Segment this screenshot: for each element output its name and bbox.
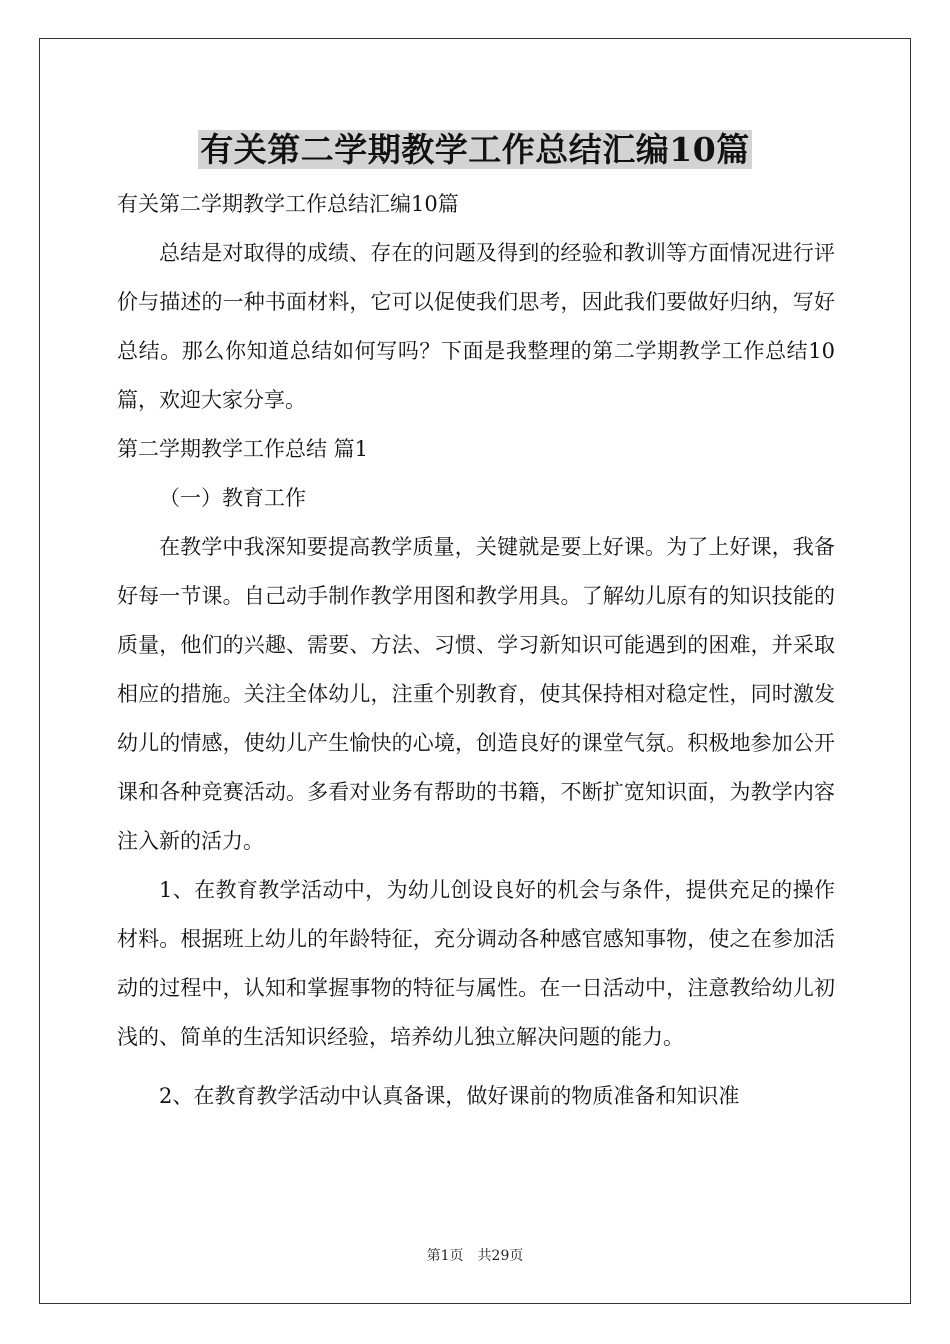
page-footer (0, 1246, 950, 1266)
list-item-paragraph: 2、在教育教学活动中认真备课，做好课前的物质准备和知识准 (159, 1084, 740, 1108)
page-number: 第1页 (426, 1248, 464, 1264)
page-total: 共29页 (477, 1248, 524, 1264)
body-paragraph: 在教学中我深知要提高教学质量，关键就是要上好课。为了上好课，我备好每一节课。自己动手制作教学用图和教学用具。了解幼儿原有的知识技能的质量，他们的兴趣、需要、方法、习惯、学习新知识可能遇到的困难，并采取相应的措施。关注全体幼儿，注重个别教育，使其保持相对稳定性，同时激发幼儿的情感，使幼儿产生愉快的心境，创造良好的课堂气氛。积极地参加公开课和各种竞赛活动。多看对业务有帮助的书籍，不断扩宽知识面，为教学内容注入新的活力。 (117, 535, 835, 853)
document-title (0, 126, 950, 174)
section-heading: 第二学期教学工作总结 篇1 (117, 437, 369, 461)
document-title-text: 有关第二学期教学工作总结汇编10篇 (200, 130, 750, 169)
intro-paragraph: 总结是对取得的成绩、存在的问题及得到的经验和教训等方面情况进行评价与描述的一种书面材料，它可以促使我们思考，因此我们要做好归纳，写好总结。那么你知道总结如何写吗？下面是我整理的第二学期教学工作总结10篇，欢迎大家分享。 (117, 241, 835, 412)
document-body (117, 180, 835, 1121)
subsection-heading: （一）教育工作 (159, 486, 306, 510)
document-subtitle: 有关第二学期教学工作总结汇编10篇 (117, 192, 459, 216)
list-item-paragraph: 1、在教育教学活动中，为幼儿创设良好的机会与条件，提供充足的操作材料。根据班上幼儿的年龄特征，充分调动各种感官感知事物，使之在参加活动的过程中，认知和掌握事物的特征与属性。在一日活动中，注意教给幼儿初浅的、简单的生活知识经验，培养幼儿独立解决问题的能力。 (117, 878, 835, 1049)
